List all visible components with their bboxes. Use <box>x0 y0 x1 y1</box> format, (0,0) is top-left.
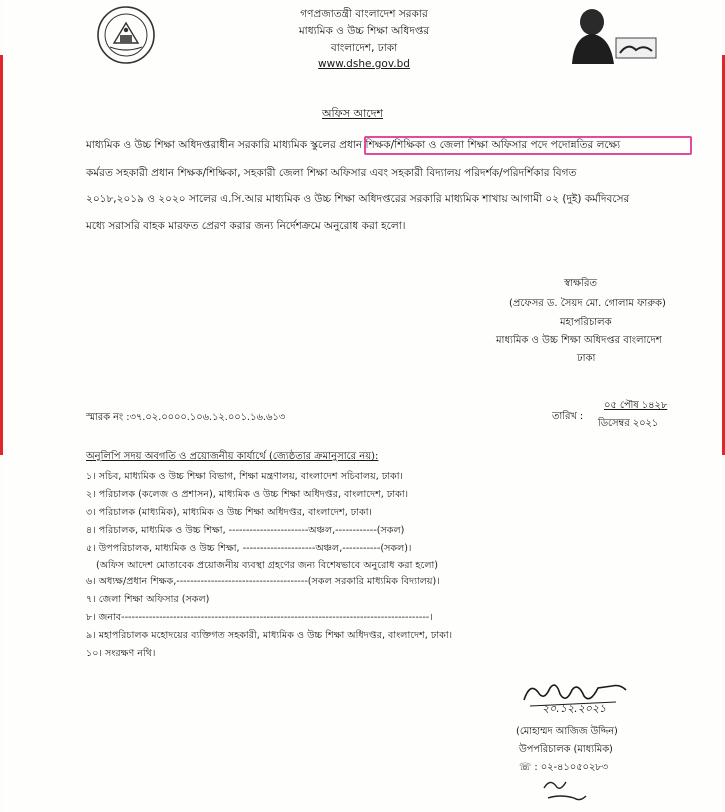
signatory-office: মাধ্যমিক ও উচ্চ শিক্ষা অধিদপ্তর বাংলাদেশ <box>496 335 662 346</box>
body-line-3: ২০১৮,২০১৯ ও ২০২০ সালের এ.সি.আর মাধ্যমিক ও উচ্চ শিক্ষা অধিদপ্তরের সরকারি মাধ্যমিক শাখায় আগামী ০২ (দুই) কর্মদিবসের <box>86 193 630 205</box>
signatory-city: ঢাকা <box>577 353 596 364</box>
date-label: তারিখ : <box>552 411 584 422</box>
cc-note: (অফিস আদেশ মোতাবেক প্রয়োজনীয় ব্যবস্থা গ্রহণের জন্য বিশেষভাবে অনুরোধ করা হলো) <box>96 560 438 571</box>
office-order-title: অফিস আদেশ <box>322 107 384 120</box>
sender-name: (মোহাম্মদ আজিজ উদ্দিন) <box>516 726 618 737</box>
memo-number: স্মারক নং :৩৭.০২.০০০০.১০৬.১২.০০১.১৬.৬১৩ <box>86 412 286 423</box>
date-english: ডিসেম্বর ২০২১ <box>598 418 659 429</box>
signature-date: ২০.১২.২০২১ <box>542 702 607 715</box>
signed-label: স্বাক্ষরিত <box>564 278 597 289</box>
cc-item: ১০। সংরক্ষণ নথি। <box>86 648 156 659</box>
cc-item: ৩। পরিচালক (মাধ্যমিক), মাধ্যমিক ও উচ্চ শিক্ষা অধিদপ্তর, বাংলাদেশ, ঢাকা। <box>86 507 372 518</box>
header-line-department: মাধ্যমিক ও উচ্চ শিক্ষা অধিদপ্তর <box>298 25 430 37</box>
body-line-4: মধ্যে সরাসরি বাহক মারফত প্রেরণ করার জন্য নির্দেশক্রমে অনুরোধ করা হলো। <box>86 220 406 232</box>
cc-item: ২। পরিচালক (কলেজ ও প্রশাসন), মাধ্যমিক ও উচ্চ শিক্ষা অধিদপ্তর, বাংলাদেশ, ঢাকা। <box>86 489 409 500</box>
cc-item: ৬। অধ্যক্ষ/প্রধান শিক্ষক,--------------------------------------(সকল সরকারি মাধ্যমিক বিদ্যালয়)। <box>86 576 440 587</box>
initial-scribble <box>540 776 590 806</box>
header-line-government: গণপ্রজাতন্ত্রী বাংলাদেশ সরকার <box>300 8 428 20</box>
body-line-1-text: মাধ্যমিক ও উচ্চ শিক্ষা অধিদপ্তরাধীন সরকারি মাধ্যমিক স্কুলের <box>86 139 336 151</box>
cc-heading: অনুলিপি সদয় অবগতি ও প্রয়োজনীয় কার্যার্থে (জ্যেষ্ঠতার ক্রমানুসারে নয়): <box>86 451 379 462</box>
header-line-location: বাংলাদেশ, ঢাকা <box>330 42 398 54</box>
document-page <box>4 0 721 812</box>
left-edge-bar <box>0 55 3 455</box>
cc-item: ১। সচিব, মাধ্যমিক ও উচ্চ শিক্ষা বিভাগ, শিক্ষা মন্ত্রণালয়, বাংলাদেশ সচিবালয়, ঢাকা। <box>86 471 403 482</box>
pink-highlight-box <box>364 136 692 155</box>
cc-item: ৫। উপপরিচালক, মাধ্যমিক ও উচ্চ শিক্ষা, ---------------------অঞ্চল,-----------(সকল)। <box>86 543 412 554</box>
cc-item: ৯। মহাপরিচালক মহোদয়ের ব্যক্তিগত সহকারী, মাধ্যমিক ও উচ্চ শিক্ষা অধিদপ্তর, বাংলাদেশ, ঢাকা। <box>86 630 453 641</box>
highlighted-phrase: প্রধান শিক্ষক/শিক্ষিকা ও জেলা শিক্ষা অফিসার পদে পদোন্নতির লক্ষ্যে <box>339 139 621 151</box>
header-website-link[interactable]: www.dshe.gov.bd <box>318 58 410 70</box>
cc-item: ৭। জেলা শিক্ষা অফিসার (সকল) <box>86 594 210 605</box>
mujib-centenary-logo-icon <box>564 6 660 64</box>
cc-item: ৪। পরিচালক, মাধ্যমিক ও উচ্চ শিক্ষা, -----------------------অঞ্চল,------------(সকল) <box>86 525 405 536</box>
government-emblem-icon <box>96 5 156 65</box>
sender-designation: উপপরিচালক (মাধ্যমিক) <box>519 744 613 755</box>
cc-item: ৮। জনাব-----------------------------------------------------------------------------------------। <box>86 612 433 623</box>
sender-phone: ☏ : ০২-৪১০৫০২৮৩ <box>519 762 608 773</box>
date-bangla: ০৫ পৌষ ১৪২৮ <box>604 400 668 411</box>
signatory-name: (প্রফেসর ড. সৈয়দ মো. গোলাম ফারুক) <box>509 298 666 309</box>
body-line-2: কর্মরত সহকারী প্রধান শিক্ষক/শিক্ষিকা, সহকারী জেলা শিক্ষা অফিসার এবং সহকারী বিদ্যালয় পরিদর্শক/পরিদর্শিকার বিগত <box>86 167 577 179</box>
signatory-designation: মহাপরিচালক <box>560 317 612 328</box>
